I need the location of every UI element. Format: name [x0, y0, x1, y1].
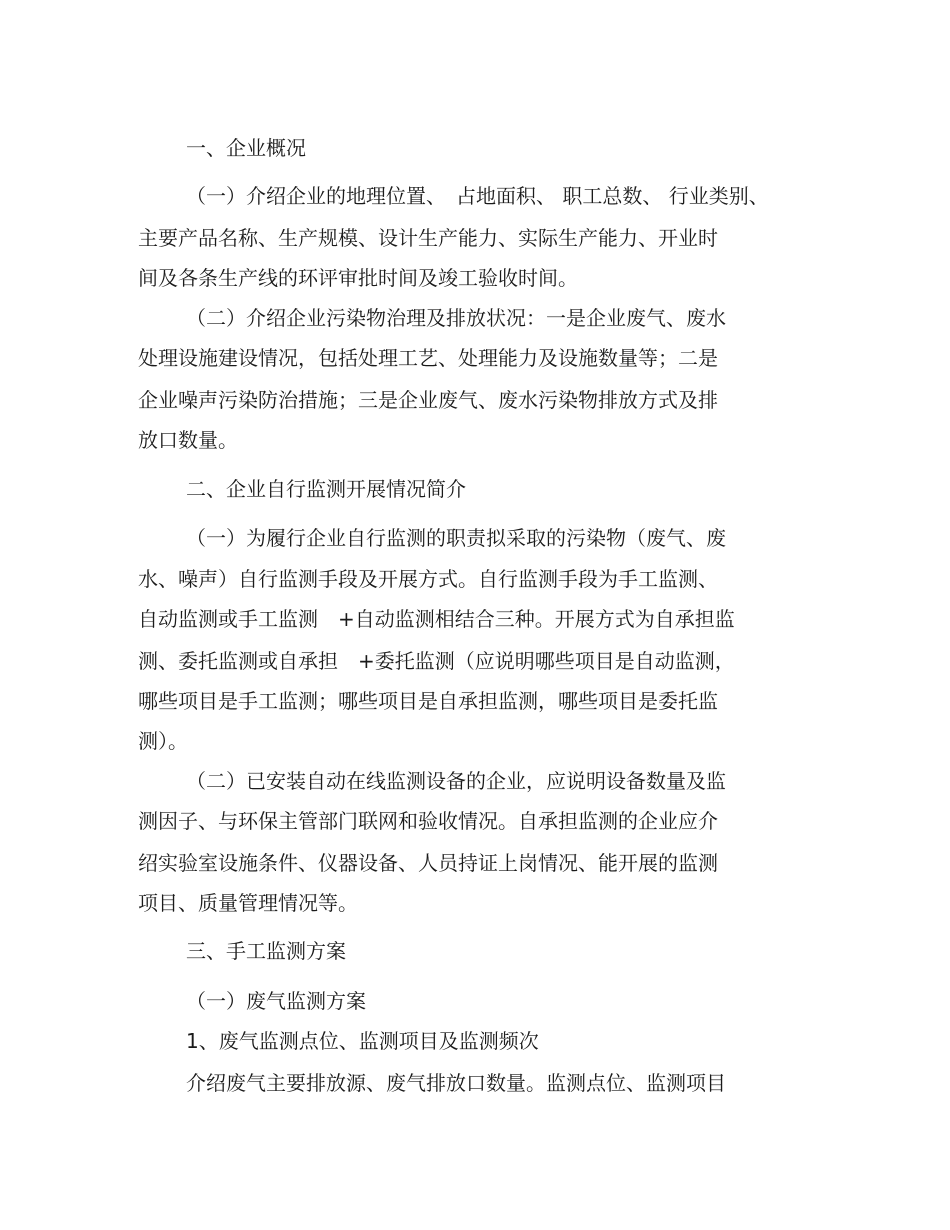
paragraph-line: 自动监测或手工监测 +自动监测相结合三种。开展方式为自承担监	[138, 607, 735, 631]
paragraph-line: （一）为履行企业自行监测的职责拟采取的污染物（废气、废	[186, 526, 726, 550]
paragraph-line: （二）已安装自动在线监测设备的企业，应说明设备数量及监	[186, 769, 726, 793]
subheading-monitoring-points: 1、废气监测点位、监测项目及监测频次	[186, 1029, 539, 1053]
paragraph-line: 项目、质量管理情况等。	[138, 891, 358, 915]
paragraph-line: 主要产品名称、生产规模、设计生产能力、实际生产能力、开业时	[138, 226, 718, 250]
paragraph-line: 介绍废气主要排放源、废气排放口数量。监测点位、监测项目	[186, 1071, 726, 1095]
paragraph-line: 测、委托监测或自承担 +委托监测（应说明哪些项目是自动监测，	[138, 649, 735, 673]
paragraph-line: 企业噪声污染防治措施；三是企业废气、废水污染物排放方式及排	[138, 388, 718, 412]
heading-enterprise-overview: 一、企业概况	[186, 136, 306, 160]
paragraph-line: 处理设施建设情况，包括处理工艺、处理能力及设施数量等；二是	[138, 346, 718, 370]
paragraph-line: 测）。	[138, 729, 188, 753]
paragraph-line: 间及各条生产线的环评审批时间及竣工验收时间。	[138, 266, 578, 290]
paragraph-line: 测因子、与环保主管部门联网和验收情况。自承担监测的企业应介	[138, 809, 718, 833]
paragraph-line: 绍实验室设施条件、仪器设备、人员持证上岗情况、能开展的监测	[138, 851, 718, 875]
paragraph-line: （二）介绍企业污染物治理及排放状况：一是企业废气、废水	[186, 306, 726, 330]
paragraph-line: 哪些项目是手工监测；哪些项目是自承担监测，哪些项目是委托监	[138, 689, 718, 713]
heading-self-monitoring: 二、企业自行监测开展情况简介	[186, 477, 466, 501]
paragraph-line: 放口数量。	[138, 428, 238, 452]
paragraph-line: 水、噪声）自行监测手段及开展方式。自行监测手段为手工监测、	[138, 567, 718, 591]
subheading-exhaust-gas-plan: （一）废气监测方案	[186, 989, 366, 1013]
heading-manual-monitoring-plan: 三、手工监测方案	[186, 939, 346, 963]
paragraph-line: （一）介绍企业的地理位置、 占地面积、 职工总数、 行业类别、	[186, 184, 769, 208]
